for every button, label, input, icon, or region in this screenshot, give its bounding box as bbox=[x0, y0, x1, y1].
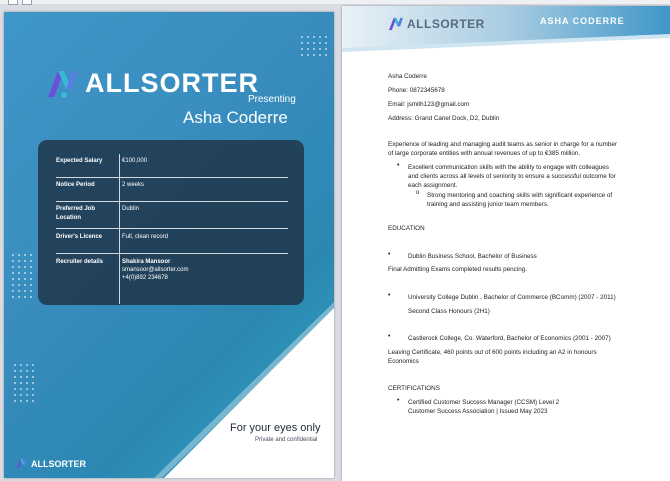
footer-logo bbox=[16, 458, 86, 469]
header-candidate-name: ASHA CODERRE bbox=[540, 16, 625, 26]
detail-value: Dublin bbox=[122, 206, 140, 212]
bullet-icon: • bbox=[388, 292, 391, 299]
bullet-icon: • bbox=[397, 397, 400, 404]
candidate-name: Asha Coderre bbox=[183, 108, 288, 127]
row-divider bbox=[56, 253, 288, 254]
skill-text: Strong mentoring and coaching skills with significant experience of bbox=[427, 192, 613, 199]
candidate-details-panel bbox=[38, 140, 304, 305]
cover-page bbox=[4, 12, 334, 478]
footer-brand: ALLSORTER bbox=[31, 458, 86, 469]
brand-logo bbox=[46, 68, 259, 99]
allsorter-logo-icon bbox=[388, 17, 404, 31]
certification-entry: Certified Customer Success Manager (CCSM) Level 2 bbox=[408, 399, 560, 406]
brand-name: ALLSORTER bbox=[85, 68, 259, 98]
bullet-icon: • bbox=[388, 251, 391, 258]
detail-label: Expected Salary bbox=[56, 158, 103, 164]
education-entry: Castlerock College, Co. Waterford, Bachelor of Economics (2001 - 2007) bbox=[408, 335, 611, 342]
resume-header-banner bbox=[342, 6, 670, 60]
resume-address: Address: Grand Canel Dock, D2, Dublin bbox=[388, 115, 500, 122]
confidential-heading: For your eyes only bbox=[230, 422, 321, 434]
detail-value: Full, clean record bbox=[122, 234, 169, 240]
bullet-icon: • bbox=[397, 162, 400, 169]
header-logo bbox=[388, 17, 485, 31]
skill-text: and clients across all levels of seniority to ensure a successful outcome for bbox=[408, 173, 616, 180]
page-marker-left bbox=[8, 0, 18, 5]
row-divider bbox=[56, 201, 288, 202]
education-heading: EDUCATION bbox=[388, 225, 425, 232]
education-note: Second Class Honours (2H1) bbox=[408, 308, 490, 315]
detail-label: Driver's Licence bbox=[56, 234, 103, 240]
header-brand: ALLSORTER bbox=[407, 17, 485, 31]
recruiter-name: Shakira Mansoor bbox=[122, 259, 171, 265]
summary-text: Experience of leading and managing audit teams as senior in charge for a number bbox=[388, 141, 617, 148]
recruiter-phone: +4(0)892 234678 bbox=[122, 275, 168, 281]
detail-label: Notice Period bbox=[56, 182, 95, 188]
skill-text: Excellent communication skills with the ability to engage with colleagues bbox=[408, 164, 609, 171]
bullet-icon: • bbox=[388, 333, 391, 340]
education-note: Economics bbox=[388, 358, 419, 365]
document-top-strip bbox=[0, 0, 670, 4]
resume-phone: Phone: 0872345678 bbox=[388, 87, 445, 94]
detail-label: Preferred Job Location bbox=[56, 206, 96, 221]
education-note: Leaving Certificate, 460 points out of 600 points including an A2 in honours bbox=[388, 349, 597, 356]
certifications-heading: CERTIFICATIONS bbox=[388, 385, 440, 392]
detail-value: €100,000 bbox=[122, 158, 148, 164]
allsorter-logo-icon bbox=[46, 69, 80, 99]
resume-page bbox=[342, 6, 670, 481]
row-divider bbox=[56, 228, 288, 229]
presenting-label: Presenting bbox=[248, 94, 296, 105]
summary-text: of large corporate entities with annual revenues of up to €385 million. bbox=[388, 150, 581, 157]
education-entry: University College Dublin , Bachelor of Commerce (BComm) (2007 - 2011) bbox=[408, 294, 616, 301]
detail-label: Recruiter details bbox=[56, 259, 104, 265]
confidential-note: Private and confidential bbox=[255, 437, 318, 443]
certification-note: Customer Success Association | Issued May 2023 bbox=[408, 408, 548, 415]
skill-text: training and assisting junior team members. bbox=[427, 201, 549, 208]
allsorter-logo-icon bbox=[16, 458, 28, 469]
resume-name: Asha Coderre bbox=[388, 73, 427, 80]
sub-bullet-icon: o bbox=[416, 190, 420, 196]
recruiter-email[interactable]: smansoor@allsorter.com bbox=[122, 267, 189, 273]
skill-text: each assignment. bbox=[408, 182, 458, 189]
page-marker-right bbox=[22, 0, 32, 5]
education-note: Final Admitting Exams completed results pencing. bbox=[388, 266, 527, 273]
detail-value: 2 weeks bbox=[122, 182, 145, 188]
resume-email: Email: jsmith123@gmail.com bbox=[388, 101, 470, 108]
row-divider bbox=[56, 177, 288, 178]
education-entry: Dublin Business School, Bachelor of Business bbox=[408, 253, 537, 260]
